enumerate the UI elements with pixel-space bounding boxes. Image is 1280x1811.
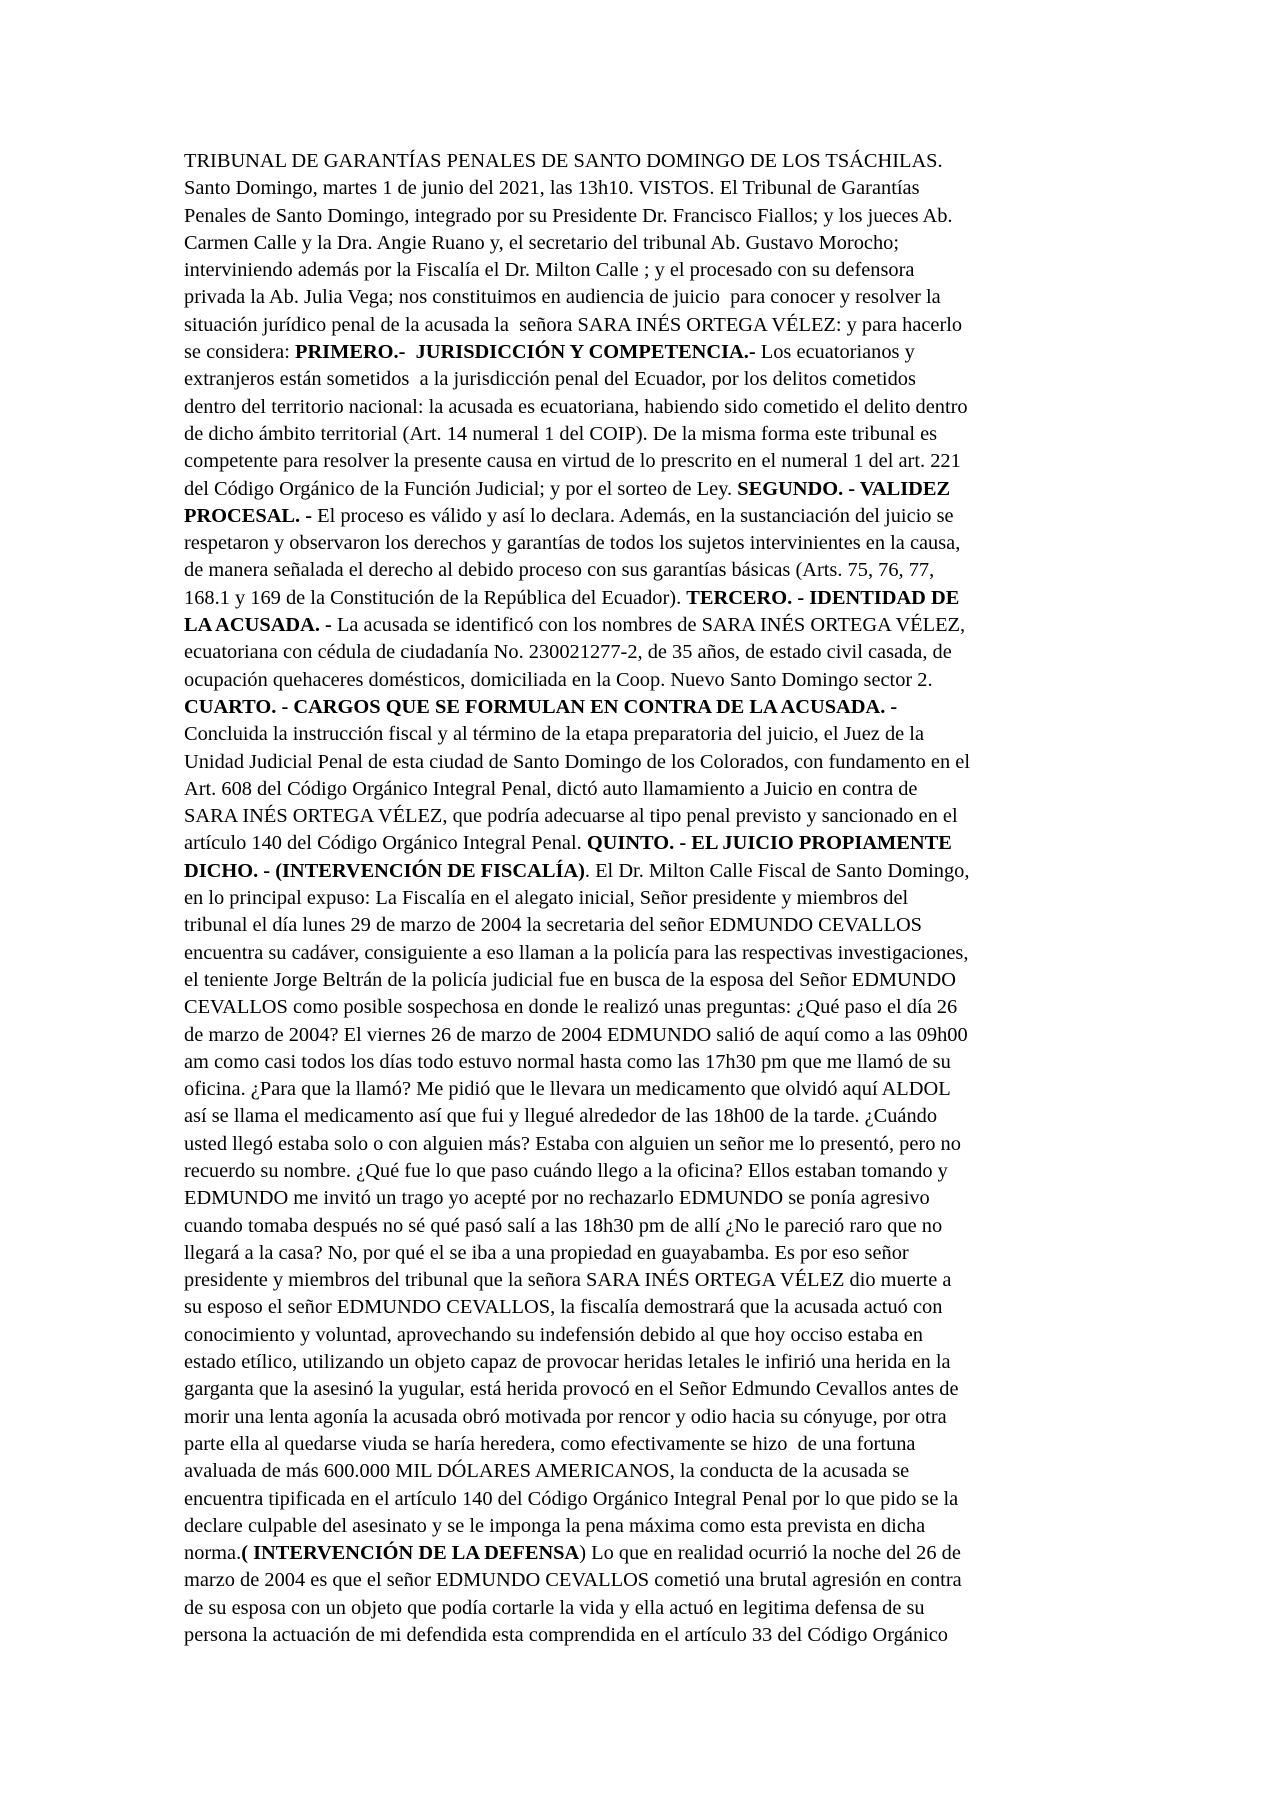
body-text: estado etílico, utilizando un objeto capaz de provocar heridas letales le infirió una herida en la bbox=[184, 1351, 951, 1374]
text-line bbox=[184, 885, 1096, 912]
text-line bbox=[184, 1513, 1096, 1540]
bold-heading-text: ( INTERVENCIÓN DE LA DEFENSA bbox=[241, 1542, 580, 1565]
body-text: SARA INÉS ORTEGA VÉLEZ, que podría adecuarse al tipo penal previsto y sancionado en el bbox=[184, 805, 958, 828]
body-text: CEVALLOS como posible sospechosa en donde le realizó unas preguntas: ¿Qué paso el día 26 bbox=[184, 996, 958, 1019]
text-line bbox=[184, 1376, 1096, 1403]
body-text: Los ecuatorianos y bbox=[755, 341, 915, 364]
body-text: de su esposa con un objeto que podía cortarle la vida y ella actuó en legitima defensa de su bbox=[184, 1596, 925, 1619]
text-line bbox=[184, 230, 1096, 257]
text-line bbox=[184, 639, 1096, 666]
body-text: interviniendo además por la Fiscalía el Dr. Milton Calle ; y el procesado con su defensora bbox=[184, 259, 915, 282]
text-line bbox=[184, 803, 1096, 830]
text-line bbox=[184, 1158, 1096, 1185]
bold-heading-text: CUARTO. - CARGOS QUE SE FORMULAN EN CONTRA DE LA ACUSADA. - bbox=[184, 695, 898, 718]
body-text: EDMUNDO me invitó un trago yo acepté por no rechazarlo EDMUNDO se ponía agresivo bbox=[184, 1187, 930, 1210]
body-text: am como casi todos los días todo estuvo normal hasta como las 17h30 pm que me llamó de su bbox=[184, 1050, 951, 1073]
body-text: Concluida la instrucción fiscal y al término de la etapa preparatoria del juicio, el Juez de la bbox=[184, 723, 924, 746]
text-line bbox=[184, 1595, 1096, 1622]
bold-heading-text: PRIMERO.- JURISDICCIÓN Y COMPETENCIA.- bbox=[294, 341, 756, 364]
body-text: presidente y miembros del tribunal que la señora SARA INÉS ORTEGA VÉLEZ dio muerte a bbox=[184, 1269, 952, 1292]
text-line bbox=[184, 585, 1096, 612]
text-line bbox=[184, 912, 1096, 939]
body-text: del Código Orgánico de la Función Judicial; y por el sorteo de Ley. bbox=[184, 477, 738, 500]
body-text: se considera: bbox=[184, 341, 295, 364]
body-text: Santo Domingo, martes 1 de junio del 2021, las 13h10. VISTOS. El Tribunal de Garantías bbox=[184, 177, 920, 200]
text-line bbox=[184, 1213, 1096, 1240]
text-line bbox=[184, 612, 1096, 639]
text-line bbox=[184, 1294, 1096, 1321]
text-line bbox=[184, 284, 1096, 311]
text-line bbox=[184, 1486, 1096, 1513]
text-line bbox=[184, 858, 1096, 885]
body-text: encuentra tipificada en el artículo 140 del Código Orgánico Integral Penal por lo que pido se la bbox=[184, 1487, 959, 1510]
body-text: Unidad Judicial Penal de esta ciudad de Santo Domingo de los Colorados, con fundamento en el bbox=[184, 750, 970, 773]
body-text: el teniente Jorge Beltrán de la policía judicial fue en busca de la esposa del Señor EDMUNDO bbox=[184, 968, 956, 991]
text-line bbox=[184, 749, 1096, 776]
text-line bbox=[184, 1240, 1096, 1267]
body-text: ecuatoriana con cédula de ciudadanía No. 230021277-2, de 35 años, de estado civil casada, de bbox=[184, 641, 952, 664]
body-text: así se llama el medicamento así que fui y llegué alrededor de las 18h00 de la tarde. ¿Cuándo bbox=[184, 1105, 938, 1128]
body-text: situación jurídico penal de la acusada la señora SARA INÉS ORTEGA VÉLEZ: y para hacerlo bbox=[184, 313, 963, 336]
text-line bbox=[184, 994, 1096, 1021]
bold-heading-text: SEGUNDO. - VALIDEZ bbox=[737, 477, 951, 500]
text-line bbox=[184, 776, 1096, 803]
body-text: privada la Ab. Julia Vega; nos constituimos en audiencia de juicio para conocer y resolver la bbox=[184, 286, 941, 309]
text-line bbox=[184, 1322, 1096, 1349]
text-line bbox=[184, 1103, 1096, 1130]
text-line bbox=[184, 1267, 1096, 1294]
body-text: usted llegó estaba solo o con alguien más? Estaba con alguien un señor me lo presentó, pero no bbox=[184, 1132, 961, 1155]
body-text: TRIBUNAL DE GARANTÍAS PENALES DE SANTO DOMINGO DE LOS TSÁCHILAS. bbox=[184, 150, 943, 172]
body-text: El proceso es válido y así lo declara. Además, en la sustanciación del juicio se bbox=[312, 504, 954, 527]
body-text: tribunal el día lunes 29 de marzo de 2004 la secretaria del señor EDMUNDO CEVALLOS bbox=[184, 914, 923, 937]
body-text: Carmen Calle y la Dra. Angie Ruano y, el secretario del tribunal Ab. Gustavo Morocho; bbox=[184, 231, 899, 254]
body-text: respetaron y observaron los derechos y garantías de todos los sujetos intervinientes en la causa, bbox=[184, 532, 961, 555]
body-text: dentro del territorio nacional: la acusada es ecuatoriana, habiendo sido cometido el delito dentro bbox=[184, 395, 968, 418]
body-text: oficina. ¿Para que la llamó? Me pidió que le llevara un medicamento que olvidó aquí ALDOL bbox=[184, 1078, 951, 1101]
body-text: ) Lo que en realidad ocurrió la noche del 26 de bbox=[579, 1542, 961, 1565]
text-line bbox=[184, 557, 1096, 584]
body-text: ocupación quehaceres domésticos, domiciliada en la Coop. Nuevo Santo Domingo sector 2. bbox=[184, 668, 933, 691]
body-text: declare culpable del asesinato y se le imponga la pena máxima como esta prevista en dicha bbox=[184, 1514, 926, 1537]
text-line bbox=[184, 1349, 1096, 1376]
body-text: Penales de Santo Domingo, integrado por su Presidente Dr. Francisco Fiallos; y los jueces Ab. bbox=[184, 204, 953, 227]
document-body-text bbox=[184, 148, 1096, 1649]
body-text: cuando tomaba después no sé qué pasó salí a las 18h30 pm de allí ¿No le pareció raro que no bbox=[184, 1214, 943, 1237]
body-text: avaluada de más 600.000 MIL DÓLARES AMERICANOS, la conducta de la acusada se bbox=[184, 1460, 910, 1483]
text-line bbox=[184, 1185, 1096, 1212]
text-line bbox=[184, 1622, 1096, 1649]
body-text: parte ella al quedarse viuda se haría heredera, como efectivamente se hizo de una fortuna bbox=[184, 1432, 916, 1455]
body-text: norma. bbox=[184, 1542, 242, 1565]
text-line bbox=[184, 448, 1096, 475]
text-line bbox=[184, 1404, 1096, 1431]
body-text: conocimiento y voluntad, aprovechando su indefensión debido al que hoy occiso estaba en bbox=[184, 1323, 923, 1346]
text-line bbox=[184, 721, 1096, 748]
body-text: extranjeros están sometidos a la jurisdicción penal del Ecuador, por los delitos cometidos bbox=[184, 368, 916, 391]
body-text: de marzo de 2004? El viernes 26 de marzo de 2004 EDMUNDO salió de aquí como a las 09h00 bbox=[184, 1023, 968, 1046]
text-line bbox=[184, 148, 1096, 175]
text-line bbox=[184, 1076, 1096, 1103]
body-text: recuerdo su nombre. ¿Qué fue lo que paso cuándo llego a la oficina? Ellos estaban tomando y bbox=[184, 1159, 948, 1182]
body-text: La acusada se identificó con los nombres de SARA INÉS ORTEGA VÉLEZ, bbox=[331, 614, 966, 637]
body-text: de manera señalada el derecho al debido proceso con sus garantías básicas (Arts. 75, 76, 77, bbox=[184, 559, 935, 582]
text-line bbox=[184, 967, 1096, 994]
text-line bbox=[184, 1458, 1096, 1485]
text-line bbox=[184, 1540, 1096, 1567]
bold-heading-text: DICHO. - (INTERVENCIÓN DE FISCALÍA) bbox=[184, 859, 585, 882]
bold-heading-text: QUINTO. - EL JUICIO PROPIAMENTE bbox=[586, 832, 952, 855]
text-line bbox=[184, 1049, 1096, 1076]
body-text: . El Dr. Milton Calle Fiscal de Santo Domingo, bbox=[584, 859, 970, 882]
text-line bbox=[184, 830, 1096, 857]
body-text: llegará a la casa? No, por qué el se iba a una propiedad en guayabamba. Es por eso señor bbox=[184, 1241, 909, 1264]
text-line bbox=[184, 1431, 1096, 1458]
body-text: de dicho ámbito territorial (Art. 14 numeral 1 del COIP). De la misma forma este tribunal es bbox=[184, 422, 938, 445]
text-line bbox=[184, 257, 1096, 284]
text-line bbox=[184, 366, 1096, 393]
text-line bbox=[184, 421, 1096, 448]
text-line bbox=[184, 694, 1096, 721]
text-line bbox=[184, 1567, 1096, 1594]
body-text: encuentra su cadáver, consiguiente a eso llaman a la policía para las respectivas investigaciones, bbox=[184, 941, 969, 964]
text-line bbox=[184, 1022, 1096, 1049]
bold-heading-text: LA ACUSADA. - bbox=[184, 614, 332, 637]
text-line bbox=[184, 203, 1096, 230]
text-line bbox=[184, 394, 1096, 421]
text-line bbox=[184, 667, 1096, 694]
text-line bbox=[184, 530, 1096, 557]
body-text: artículo 140 del Código Orgánico Integral Penal. bbox=[184, 832, 587, 855]
body-text: marzo de 2004 es que el señor EDMUNDO CEVALLOS cometió una brutal agresión en contra bbox=[184, 1569, 962, 1592]
body-text: garganta que la asesinó la yugular, está herida provocó en el Señor Edmundo Cevallos antes de bbox=[184, 1378, 959, 1401]
text-line bbox=[184, 940, 1096, 967]
bold-heading-text: PROCESAL. - bbox=[184, 504, 313, 527]
text-line bbox=[184, 1131, 1096, 1158]
body-text: Art. 608 del Código Orgánico Integral Penal, dictó auto llamamiento a Juicio en contra de bbox=[184, 777, 918, 800]
body-text: competente para resolver la presente causa en virtud de lo prescrito en el numeral 1 del art. 221 bbox=[184, 450, 961, 473]
body-text: su esposo el señor EDMUNDO CEVALLOS, la fiscalía demostrará que la acusada actuó con bbox=[184, 1296, 943, 1319]
body-text: morir una lenta agonía la acusada obró motivada por rencor y odio hacia su cónyuge, por otra bbox=[184, 1405, 947, 1428]
text-line bbox=[184, 312, 1096, 339]
body-text: persona la actuación de mi defendida esta comprendida en el artículo 33 del Código Orgánico bbox=[184, 1624, 949, 1647]
body-text: en lo principal expuso: La Fiscalía en el alegato inicial, Señor presidente y miembros del bbox=[184, 887, 909, 910]
text-line bbox=[184, 175, 1096, 202]
bold-heading-text: TERCERO. - IDENTIDAD DE bbox=[686, 586, 960, 609]
body-text: 168.1 y 169 de la Constitución de la República del Ecuador). bbox=[184, 586, 687, 609]
text-line bbox=[184, 503, 1096, 530]
text-line bbox=[184, 476, 1096, 503]
text-line bbox=[184, 339, 1096, 366]
